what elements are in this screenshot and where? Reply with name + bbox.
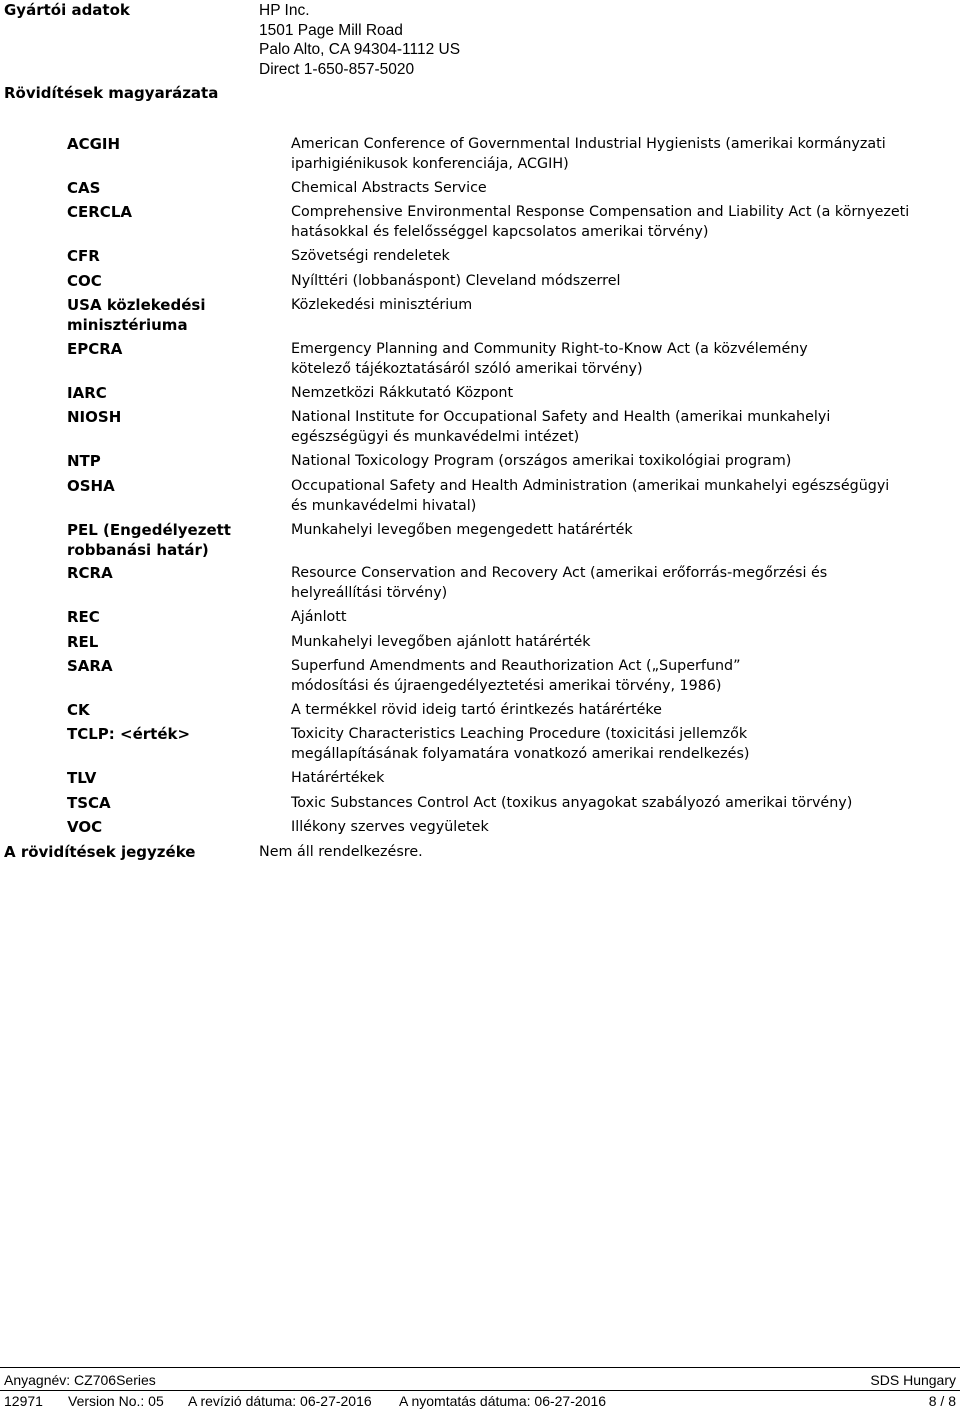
abbrev-term: ACGIH xyxy=(67,135,121,153)
abbrev-definition: Szövetségi rendeletek xyxy=(291,248,450,264)
abbrev-list-label: A rövidítések jegyzéke xyxy=(4,843,196,861)
abbrev-term: PEL (Engedélyezett robbanási határ) xyxy=(67,521,231,559)
manufacturer-line: 1501 Page Mill Road xyxy=(259,21,403,39)
abbrev-term: USA közlekedési minisztériuma xyxy=(67,296,206,334)
abbrev-term: CERCLA xyxy=(67,203,132,221)
abbrev-term: OSHA xyxy=(67,477,115,495)
abbrev-term: CAS xyxy=(67,179,101,197)
manufacturer-label: Gyártói adatok xyxy=(4,1,130,19)
abbrev-term: IARC xyxy=(67,384,107,402)
footer-doc-no: 12971 xyxy=(4,1393,43,1409)
abbrev-definition: Resource Conservation and Recovery Act (amerikai erőforrás-megőrzési és helyreállítási törvény) xyxy=(291,565,828,601)
footer-version: Version No.: 05 xyxy=(68,1393,164,1409)
footer-divider xyxy=(0,1367,960,1368)
abbrev-term: TLV xyxy=(67,769,97,787)
abbrev-definition: Nemzetközi Rákkutató Központ xyxy=(291,385,514,401)
abbrev-term: TSCA xyxy=(67,794,111,812)
abbrev-definition: Munkahelyi levegőben ajánlott határérték xyxy=(291,634,591,650)
manufacturer-line: Palo Alto, CA 94304-1112 US xyxy=(259,41,461,58)
abbrev-definition: National Toxicology Program (országos amerikai toxikológiai program) xyxy=(291,453,792,469)
abbrev-term: SARA xyxy=(67,657,113,675)
footer-product: Anyagnév: CZ706Series xyxy=(4,1372,156,1388)
manufacturer-line: HP Inc. xyxy=(259,2,310,19)
footer-sds: SDS Hungary xyxy=(870,1372,956,1388)
abbrev-definition: Ajánlott xyxy=(291,609,347,625)
abbrev-definition: American Conference of Governmental Industrial Hygienists (amerikai kormányzati iparhigiénikusok konferenciája, ACGIH) xyxy=(291,136,886,172)
abbrev-list-value: Nem áll rendelkezésre. xyxy=(259,844,423,860)
abbrev-definition: Munkahelyi levegőben megengedett határérték xyxy=(291,522,633,538)
abbrev-definition: Illékony szerves vegyületek xyxy=(291,819,489,835)
abbrev-definition: Toxic Substances Control Act (toxikus anyagokat szabályozó amerikai törvény) xyxy=(291,795,853,811)
abbrev-term: EPCRA xyxy=(67,340,123,358)
abbrev-term: CK xyxy=(67,701,90,719)
abbrev-definition: Chemical Abstracts Service xyxy=(291,180,487,196)
abbrev-term: TCLP: <érték> xyxy=(67,725,191,743)
abbrev-term: NIOSH xyxy=(67,408,122,426)
abbrev-term: CFR xyxy=(67,247,100,265)
abbrev-definition: National Institute for Occupational Safety and Health (amerikai munkahelyi egészségügyi és munkavédelmi intézet) xyxy=(291,409,831,445)
abbrev-term: REC xyxy=(67,608,100,626)
abbrev-definition: Emergency Planning and Community Right-to-Know Act (a közvélemény kötelező tájékoztatásáról szóló amerikai törvény) xyxy=(291,341,808,377)
abbrev-definition: Superfund Amendments and Reauthorization Act („Superfund” módosítási és újraengedélyeztetési amerikai törvény, 1986) xyxy=(291,658,741,694)
abbrev-term: RCRA xyxy=(67,564,113,582)
abbrev-term: REL xyxy=(67,633,99,651)
footer-page-number: 8 / 8 xyxy=(928,1393,956,1409)
footer-divider xyxy=(0,1390,960,1391)
abbrev-definition: Toxicity Characteristics Leaching Procedure (toxicitási jellemzők megállapításának folyamatára vonatkozó amerikai rendelkezés) xyxy=(291,726,750,762)
abbrev-definition: Nyílttéri (lobbanáspont) Cleveland módszerrel xyxy=(291,273,621,289)
footer-print-date: A nyomtatás dátuma: 06-27-2016 xyxy=(399,1393,607,1409)
footer-revision-date: A revízió dátuma: 06-27-2016 xyxy=(188,1393,372,1409)
abbrev-section-label: Rövidítések magyarázata xyxy=(4,84,219,102)
abbrev-definition: A termékkel rövid ideig tartó érintkezés határértéke xyxy=(291,702,662,718)
manufacturer-address xyxy=(259,1,460,79)
manufacturer-line: Direct 1-650-857-5020 xyxy=(259,60,415,78)
abbrev-definition: Comprehensive Environmental Response Compensation and Liability Act (a környezeti hatásokkal és felelősséggel kapcsolatos amerikai törvény) xyxy=(291,204,910,240)
abbrev-definition: Közlekedési minisztérium xyxy=(291,297,473,313)
abbrev-term: VOC xyxy=(67,818,103,836)
abbrev-definition: Occupational Safety and Health Administration (amerikai munkahelyi egészségügyi és munkavédelmi hivatal) xyxy=(291,478,890,514)
abbrev-term: NTP xyxy=(67,452,101,470)
abbrev-term: COC xyxy=(67,272,102,290)
abbrev-definition: Határértékek xyxy=(291,770,385,786)
